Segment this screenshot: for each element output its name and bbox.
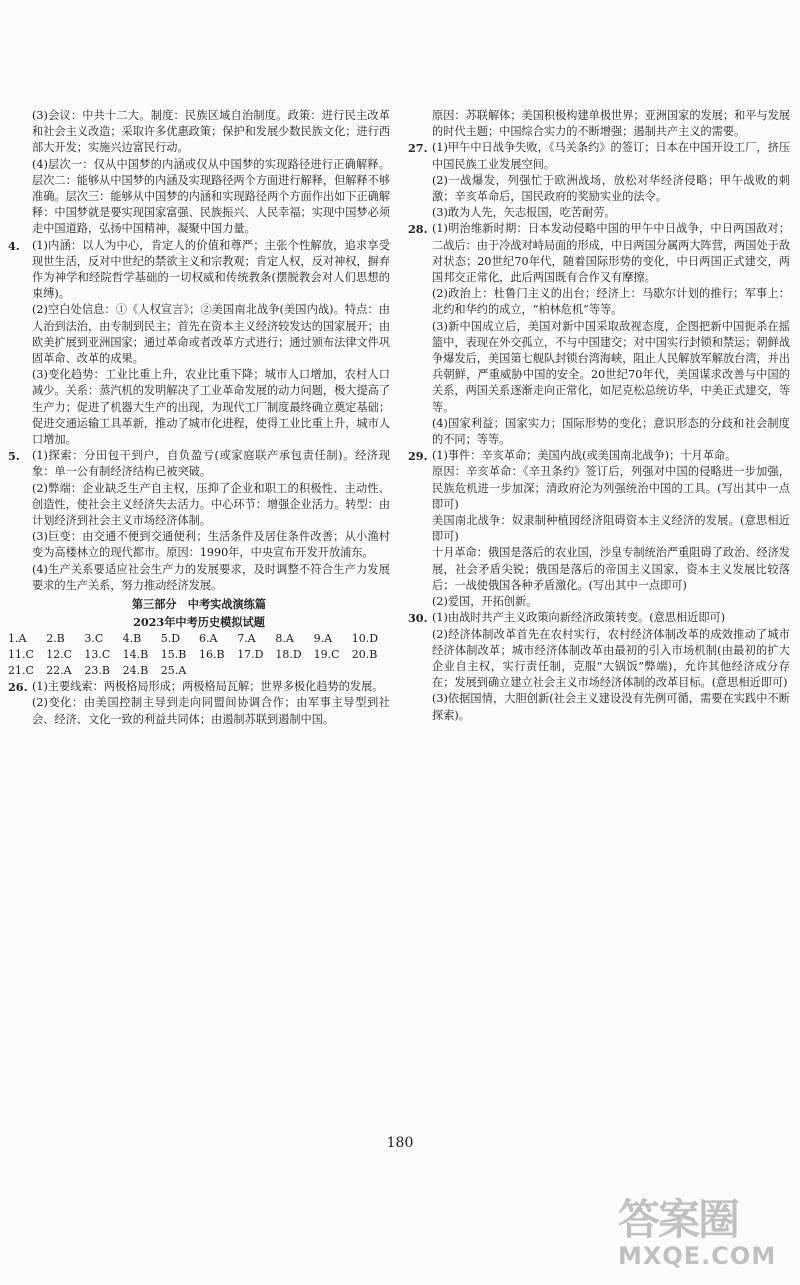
choice-answer: 20.B (351, 647, 378, 661)
answer-paragraph: (4)国家利益；国家实力；国际形势的变化；意识形态的分歧和社会制度的不同；等等。 (432, 416, 790, 447)
question-number: 27. (408, 141, 428, 156)
answer-body (432, 140, 790, 221)
answer-paragraph: (1)主要线索：两极格局形成；两极格局瓦解；世界多极化趋势的发展。 (32, 680, 384, 694)
answer-paragraph: (1)事件：辛亥革命；美国内战(或美国南北战争)；十月革命。 (432, 449, 737, 463)
answer-paragraph: (3)依据国情，大胆创新(社会主义建设没有先例可循，需要在实践中不断探索)。 (432, 692, 790, 722)
answer-paragraph: (2)爱国，开拓创新。 (432, 595, 538, 609)
answer-body (32, 679, 390, 728)
answer-body (432, 221, 790, 448)
choice-answer: 1.A (8, 631, 27, 645)
answer-paragraph: (2)一战爆发，列强忙于欧洲战场，放松对华经济侵略；甲午战败的刺激；辛亥革命后，国民政府的奖励实业的法令。 (432, 173, 790, 204)
choice-answer: 13.C (84, 647, 111, 661)
section-subheading: 2023年中考历史模拟试题 (133, 615, 265, 630)
answer-paragraph: (1)探索：分田包干到户，自负盈亏(或家庭联产承包责任制)。经济现象：单一公有制经济结构已被突破。 (32, 449, 390, 479)
answer-item (408, 610, 790, 723)
left-answer-blocks (8, 108, 390, 594)
right-column (408, 108, 790, 724)
right-answer-blocks (408, 108, 790, 724)
choice-answer: 7.A (237, 631, 256, 645)
answer-body (32, 108, 390, 238)
choice-answer: 23.B (84, 663, 110, 677)
choice-answer: 22.A (46, 663, 72, 677)
answer-item (8, 238, 390, 449)
choice-answer: 6.A (199, 631, 218, 645)
answer-paragraph: (2)政治上：杜鲁门主义的出台；经济上：马歇尔计划的推行；军事上：北约和华约的成立，“柏林危机”等等。 (432, 287, 790, 317)
answer-body (32, 448, 390, 594)
choice-answer: 12.C (46, 647, 73, 661)
answer-paragraph: (3)巨变：由交通不便到交通便利；生活条件及居住条件改善；从小渔村变为高楼林立的现代都市。原因：1990年，中央宣布开发开放浦东。 (32, 530, 390, 560)
answer-item (408, 108, 790, 140)
section-heading: 第三部分 中考实战演练篇 (131, 597, 267, 612)
choice-answer: 15.B (160, 647, 187, 661)
answer-item (408, 140, 790, 221)
choice-answer: 21.C (8, 663, 34, 677)
answer-item (8, 679, 390, 728)
answer-paragraph: (2)经济体制改革首先在农村实行，农村经济体制改革的成效推动了城市经济体制改革；城市经济体制改革由最初的引入市场机制(由最初的扩大企业自主权，实行责任制，克服“大锅饭”弊端)，允许其他经济成分存在；发展到确立建立社会主义市场经济体制的改革目标。(意思相近即可) (432, 627, 790, 690)
left-column (8, 108, 390, 728)
choice-answer: 8.A (275, 631, 294, 645)
answer-item (8, 108, 390, 238)
question-26-block (8, 679, 390, 728)
choice-answer: 16.B (199, 647, 225, 661)
question-number: 29. (408, 449, 428, 464)
choice-answer: 25.A (160, 663, 187, 677)
choice-answer: 5.D (160, 631, 181, 645)
question-number: 4. (8, 238, 20, 253)
choice-answer: 18.D (275, 647, 302, 661)
answer-body (432, 448, 790, 610)
choice-answer: 2.B (46, 631, 65, 645)
watermark-text: 答案圈 (618, 1195, 739, 1244)
answer-paragraph: 原因：苏联解体；美国积极构建单极世界；亚洲国家的发展；和平与发展的时代主题；中国综合实力的不断增强；遏制共产主义的需要。 (432, 109, 791, 139)
choice-answer: 3.C (84, 631, 104, 645)
answer-item (408, 221, 790, 448)
question-number: 30. (408, 611, 428, 626)
choice-answer: 4.B (122, 631, 142, 645)
answer-paragraph: (3)变化趋势：工业比重上升，农业比重下降；城市人口增加，农村人口减少。关系：蒸汽机的发明解决了工业革命发展的动力问题，极大提高了生产力；促进了机器大生产的出现，为现代工厂制度最终确立奠定基础；促进交通运输工具革新，推动了城市化进程，使得工业比重上升，城市人口增加。 (32, 368, 391, 447)
answer-paragraph: 美国南北战争：奴隶制种植园经济阻碍资本主义经济的发展。(意思相近即可) (432, 514, 790, 544)
choice-answer: 14.B (122, 647, 149, 661)
question-number: 28. (408, 222, 428, 237)
answer-paragraph: (4)层次一：仅从中国梦的内涵或仅从中国梦的实现路径进行正确解释。层次二：能够从中国梦的内涵及实现路径两个方面进行解释，但解释不够准确。层次三：能够从中国梦的内涵和实现路径两个方面作出如下正确解释：中国梦就是要实现国家富强、民族振兴、人民幸福；实现中国梦必须走中国道路，弘扬中国精神，凝聚中国力量。 (32, 157, 391, 236)
choice-answer: 11.C (8, 647, 34, 661)
answer-paragraph: (1)明治维新时期：日本发动侵略中国的甲午中日战争，中日两国敌对；二战后：由于冷战对峙局面的形成，中日两国分属两大阵营，两国处于敌对状态；20世纪70年代，随着国际形势的变化，中日两国正式建交，两国邦交正常化，此后两国既有合作又有摩擦。 (432, 222, 791, 285)
choice-answer: 19.C (313, 647, 340, 661)
choice-answer: 24.B (122, 663, 149, 677)
answer-paragraph: 十月革命：俄国是落后的农业国，沙皇专制统治严重阻碍了政治、经济发展，社会矛盾尖锐；俄国是落后的帝国主义国家，资本主义发展比较落后；一战使俄国各种矛盾激化。(写出其中一点即可) (432, 546, 791, 592)
answer-body (432, 108, 790, 140)
multiple-choice-answers (8, 631, 390, 680)
answer-item (8, 448, 390, 594)
answer-paragraph: (2)变化：由美国控制主导到走向同盟间协调合作；由军事主导型到社会、经济、文化一致的利益共同体；由遏制苏联到遏制中国。 (32, 696, 390, 726)
choice-answer: 9.A (313, 631, 333, 645)
choice-answer: 10.D (351, 631, 379, 645)
answer-paragraph: (2)弊端：企业缺乏生产自主权，压抑了企业和职工的积极性、主动性、创造性，使社会主义经济失去活力。中心环节：增强企业活力。转型：由计划经济到社会主义市场经济体制。 (32, 481, 391, 528)
answer-paragraph: (1)甲午中日战争失败，《马关条约》的签订；日本在中国开设工厂，挤压中国民族工业发展空间。 (432, 141, 790, 171)
answer-paragraph: (3)新中国成立后，美国对新中国采取敌视态度，企图把新中国扼杀在摇篮中，表现在外交孤立，不与中国建交；对中国实行封锁和禁运；朝鲜战争爆发后，美国第七舰队封锁台湾海峡，阻止人民解放军解放台湾，并出兵朝鲜，严重威胁中国的安全。20世纪70年代，美国谋求改善与中国的关系，两国关系逐渐走向正常化，如尼克松总统访华，中美正式建交，等等。 (432, 319, 791, 414)
answer-paragraph: (4)生产关系要适应社会生产力的发展要求，及时调整不符合生产力发展要求的生产关系，努力推动经济发展。 (32, 562, 390, 592)
choice-answer: 17.D (237, 647, 264, 661)
answer-paragraph: (3)会议：中共十二大。制度：民族区域自治制度。政策：进行民主改革和社会主义改造；采取许多优惠政策；保护和发展少数民族文化；进行西部大开发；实施兴边富民行动。 (32, 109, 391, 155)
answer-body (32, 238, 390, 449)
answer-paragraph: (2)空白处信息：①《人权宣言》；②美国南北战争(美国内战)。特点：由人治到法治，由专制到民主；首先在资本主义经济较发达的国家展开；由欧美扩展到亚洲国家；通过革命或者改革方式进行；通过颁布法律文件巩固革命、改革的成果。 (32, 303, 391, 366)
watermark-url: MXQE.COM (618, 1242, 777, 1270)
answer-item (408, 448, 790, 610)
page-number: 180 (386, 1135, 414, 1151)
answer-body (432, 610, 790, 723)
answer-paragraph: (1)内涵：以人为中心，肯定人的价值和尊严；主张个性解放，追求享受现世生活，反对中世纪的禁欲主义和宗教观；肯定人权，反对神权，摒弃作为神学和经院哲学基础的一切权威和传统教条(摆脱教会对人们思想的束缚)。 (32, 238, 391, 301)
question-number: 26. (8, 680, 28, 695)
answer-paragraph: (1)由战时共产主义政策向新经济政策转变。(意思相近即可) (432, 611, 726, 625)
answer-paragraph: (3)敢为人先，矢志报国，吃苦耐劳。 (432, 206, 616, 220)
question-number: 5. (8, 449, 20, 464)
watermark-logo (618, 1197, 786, 1275)
answer-paragraph: 原因：辛亥革命：《辛丑条约》签订后，列强对中国的侵略进一步加强，民族危机进一步加深；清政府沦为列强统治中国的工具。(写出其中一点即可) (432, 465, 790, 511)
